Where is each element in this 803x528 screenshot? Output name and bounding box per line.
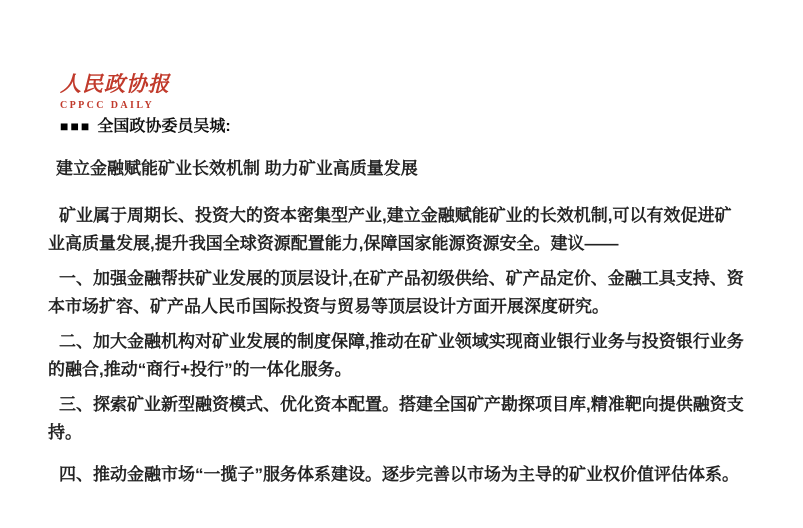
article-title: 建立金融赋能矿业长效机制 助力矿业高质量发展 (56, 159, 418, 178)
article-paragraph-intro: 矿业属于周期长、投资大的资本密集型产业,建立金融赋能矿业的长效机制,可以有效促进矿业高质量发展,提升我国全球资源配置能力,保障国家能源资源安全。建议—— (48, 206, 732, 253)
byline-author: 全国政协委员吴城: (97, 118, 231, 135)
article-paragraph-point-1: 一、加强金融帮扶矿业发展的顶层设计,在矿产品初级供给、矿产品定价、金融工具支持、资本市场扩容、矿产品人民币国际投资与贸易等顶层设计方面开展深度研究。 (48, 269, 744, 316)
newspaper-logo-subtitle: CPPCC DAILY (60, 100, 155, 111)
article-paragraph-point-4: 四、推动金融市场“一揽子”服务体系建设。逐步完善以市场为主导的矿业权价值评估体系。 (59, 465, 739, 484)
masthead (48, 74, 748, 111)
article-paragraph-point-3: 三、探索矿业新型融资模式、优化资本配置。搭建全国矿产勘探项目库,精准靶向提供融资支持。 (48, 395, 744, 442)
article-paragraph-point-2: 二、加大金融机构对矿业发展的制度保障,推动在矿业领域实现商业银行业务与投资银行业务的融合,推动“商行+投行”的一体化服务。 (48, 332, 744, 379)
newspaper-logo: 人民政协报 (60, 73, 170, 96)
byline (48, 117, 748, 136)
byline-squares-icon: ■■■ (60, 118, 92, 134)
